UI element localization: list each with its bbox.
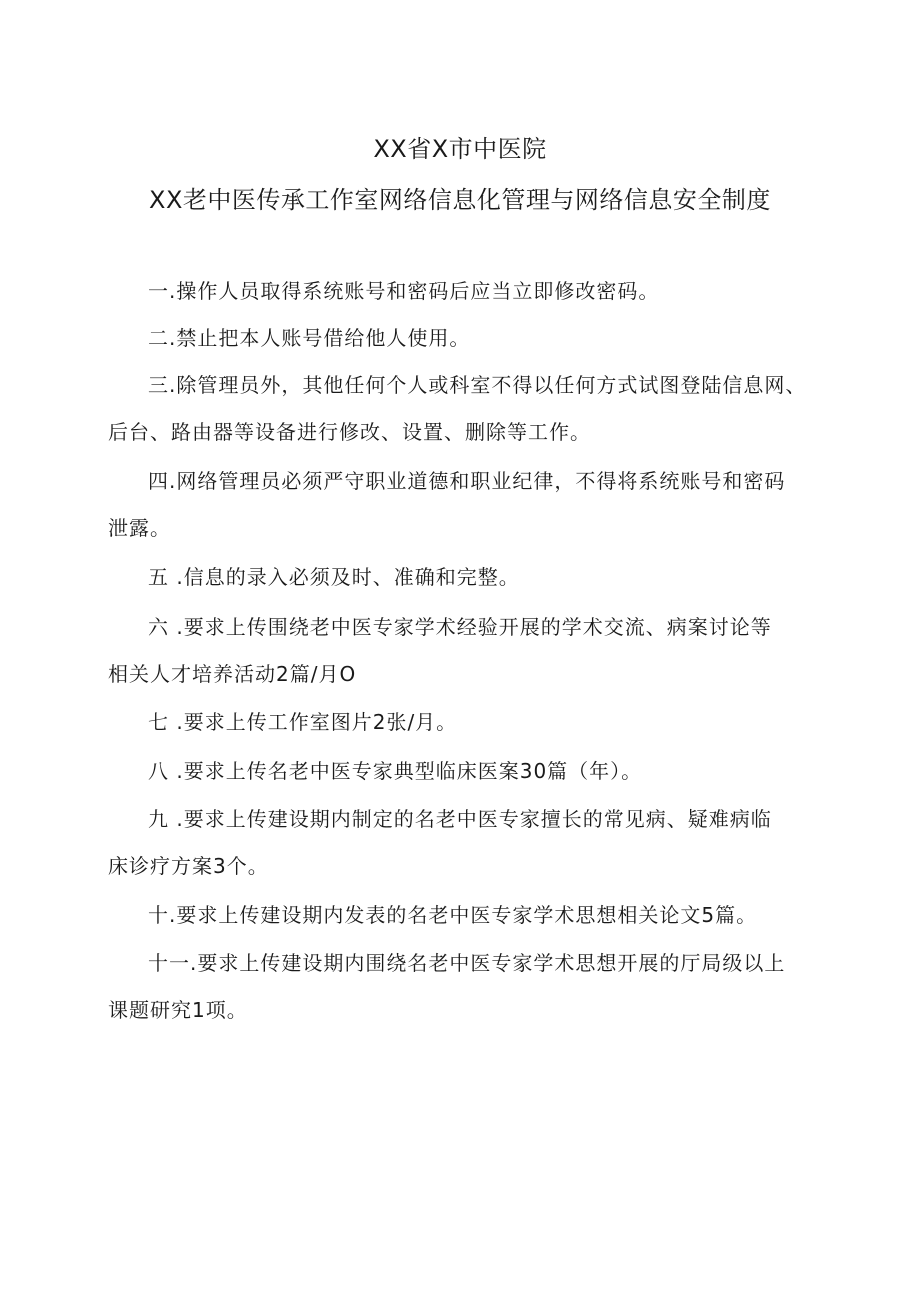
regulation-item-8 — [108, 748, 828, 795]
regulation-line: 泄露。 — [108, 516, 171, 540]
regulation-item-3 — [108, 362, 828, 456]
regulation-line: 九 .要求上传建设期内制定的名老中医专家擅长的常见病、疑难病临 — [148, 807, 772, 831]
regulation-item-6 — [108, 604, 828, 698]
regulation-item-10 — [108, 892, 828, 939]
regulation-line: 后台、路由器等设备进行修改、设置、删除等工作。 — [108, 420, 591, 444]
document-title-regulation: XX老中医传承工作室网络信息化管理与网络信息安全制度 — [149, 186, 771, 214]
regulation-item-2 — [108, 315, 828, 362]
regulation-item-11 — [108, 940, 828, 1034]
regulation-line: 六 .要求上传围绕老中医专家学术经验开展的学术交流、病案讨论等 — [148, 615, 772, 639]
regulation-line: 课题研究1项。 — [108, 998, 248, 1022]
regulation-item-4 — [108, 458, 828, 552]
regulation-line: 二.禁止把本人账号借给他人使用。 — [148, 326, 471, 350]
regulation-item-1 — [108, 268, 828, 315]
document-title-hospital: XX省X市中医院 — [373, 135, 547, 163]
regulation-line: 七 .要求上传工作室图片2张/月。 — [148, 710, 458, 734]
regulation-line: 十一.要求上传建设期内围绕名老中医专家学术思想开展的厅局级以上 — [148, 951, 786, 975]
regulation-item-7 — [108, 699, 828, 746]
regulation-line: 十.要求上传建设期内发表的名老中医专家学术思想相关论文5篇。 — [148, 903, 758, 927]
regulation-item-9 — [108, 796, 828, 890]
regulation-line: 三.除管理员外，其他任何个人或科室不得以任何方式试图登陆信息网、 — [148, 373, 807, 397]
regulation-line: 四.网络管理员必须严守职业道德和职业纪律，不得将系统账号和密码 — [148, 469, 786, 493]
regulation-item-5 — [108, 554, 828, 601]
regulation-line: 相关人才培养活动2篇/月O — [108, 662, 357, 686]
regulation-line: 一.操作人员取得系统账号和密码后应当立即修改密码。 — [148, 279, 660, 303]
regulation-line: 五 .信息的录入必须及时、准确和完整。 — [148, 565, 520, 589]
regulation-line: 八 .要求上传名老中医专家典型临床医案30篇（年）。 — [148, 759, 643, 783]
regulation-line: 床诊疗方案3个。 — [108, 854, 269, 878]
